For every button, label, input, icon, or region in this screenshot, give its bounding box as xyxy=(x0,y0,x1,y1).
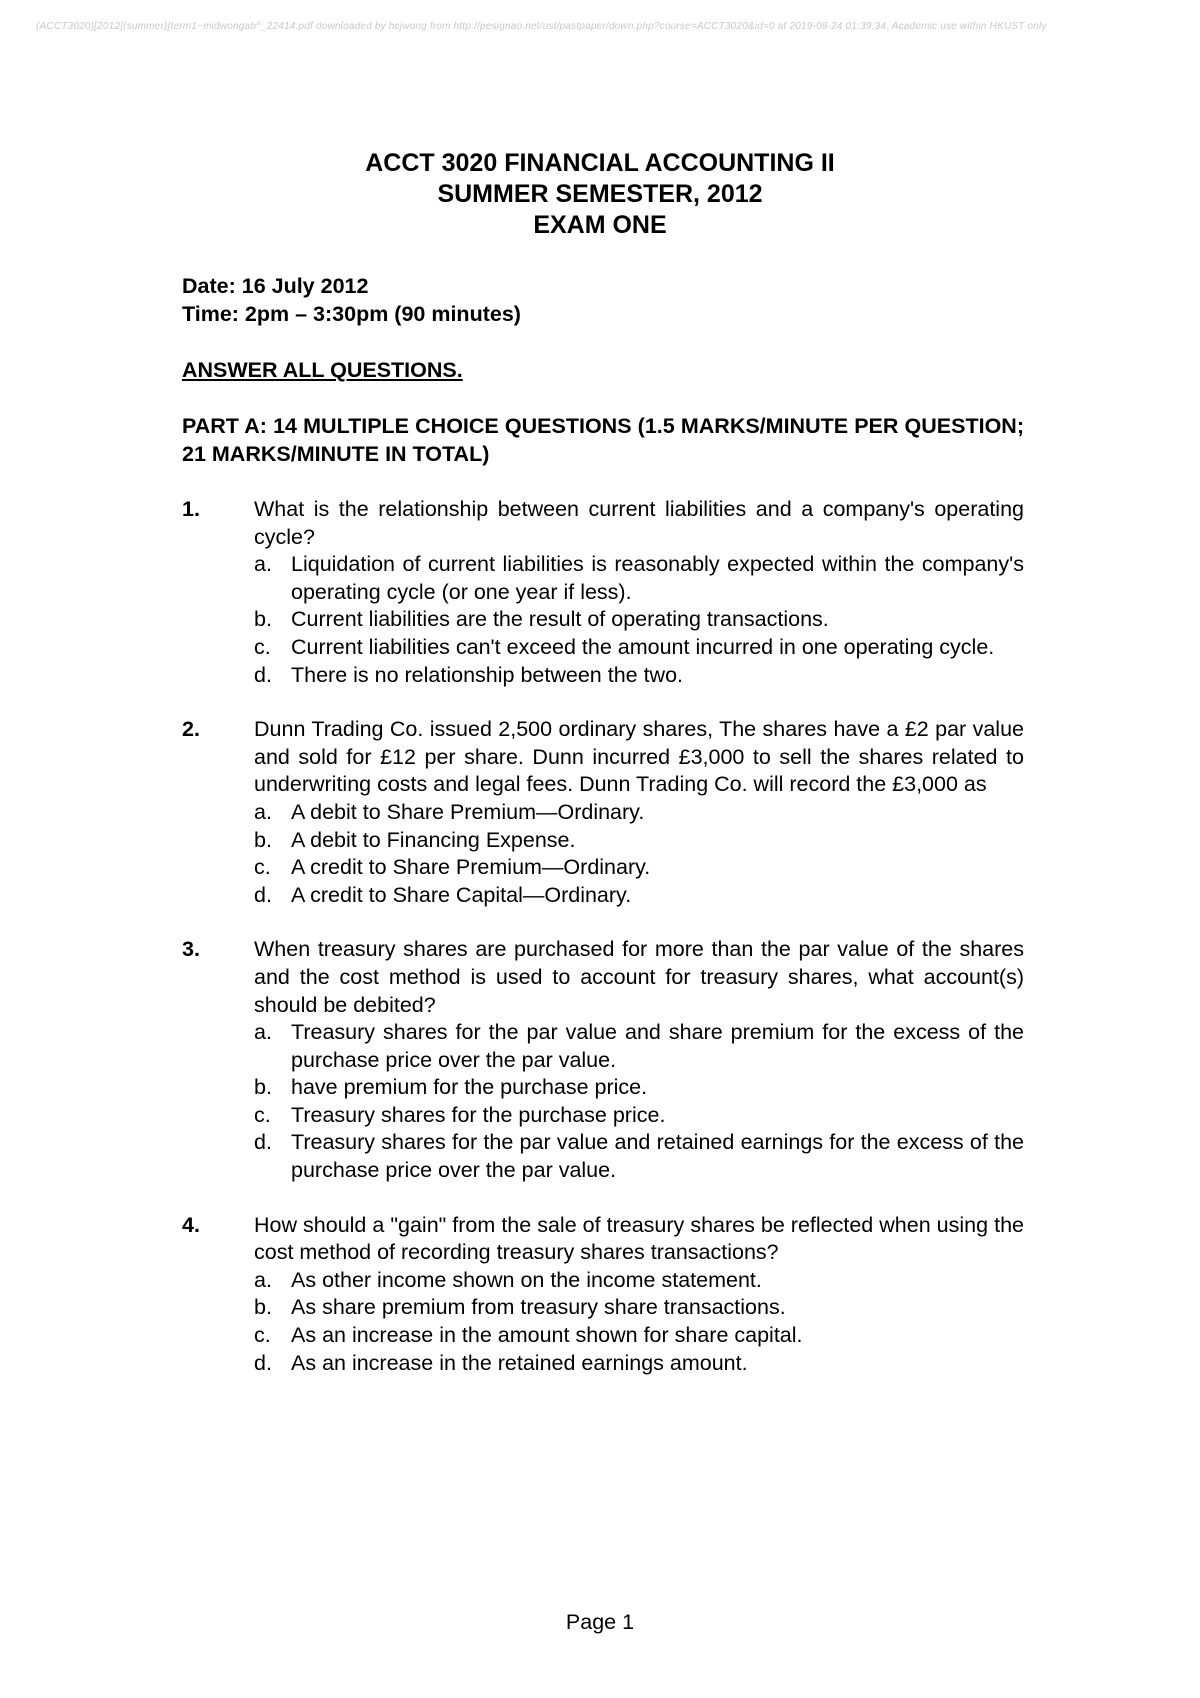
option-a xyxy=(254,1267,1024,1295)
question-number: 3. xyxy=(182,937,200,962)
question-stem: What is the relationship between current liabilities and a company's operating cycle? xyxy=(254,497,1024,549)
semester-title: SUMMER SEMESTER, 2012 xyxy=(437,180,763,208)
option-letter: c. xyxy=(254,855,271,880)
question-4 xyxy=(182,1212,1024,1378)
option-text: As an increase in the retained earnings amount. xyxy=(291,1350,748,1375)
option-list xyxy=(254,1267,1024,1377)
option-list xyxy=(254,1019,1024,1185)
option-d xyxy=(254,882,1024,910)
option-text: have premium for the purchase price. xyxy=(291,1075,648,1100)
option-b xyxy=(254,606,1024,634)
option-text: As other income shown on the income statement. xyxy=(291,1267,762,1292)
option-letter: a. xyxy=(254,799,272,824)
option-d xyxy=(254,1350,1024,1378)
question-stem: How should a "gain" from the sale of treasury shares be reflected when using the cost method of recording treasury shares transactions? xyxy=(254,1212,1024,1265)
option-c xyxy=(254,1322,1024,1350)
option-text: A credit to Share Premium—Ordinary. xyxy=(291,855,651,880)
option-text: A credit to Share Capital—Ordinary. xyxy=(291,882,632,907)
option-letter: a. xyxy=(254,1267,272,1292)
option-b xyxy=(254,1294,1024,1322)
instruction: ANSWER ALL QUESTIONS. xyxy=(182,358,463,382)
option-text: Current liabilities can't exceed the amount incurred in one operating cycle. xyxy=(291,634,995,659)
option-letter: b. xyxy=(254,827,272,852)
question-1 xyxy=(182,496,1024,689)
question-list xyxy=(182,496,1024,1404)
option-text: Treasury shares for the par value and share premium for the excess of the purchase price over the par value. xyxy=(291,1020,1024,1072)
question-stem: Dunn Trading Co. issued 2,500 ordinary shares, The shares have a £2 par value and sold for £12 per share. Dunn incurred £3,000 to sell the shares related to underwriting costs and legal fees. Dunn Trading Co. will record the £3,000 as xyxy=(254,717,1024,797)
option-a xyxy=(254,1019,1024,1074)
option-b xyxy=(254,827,1024,855)
question-3 xyxy=(182,936,1024,1184)
option-letter: d. xyxy=(254,882,272,907)
option-letter: b. xyxy=(254,1295,272,1320)
option-c xyxy=(254,1102,1024,1130)
option-d xyxy=(254,1129,1024,1184)
option-text: As share premium from treasury share transactions. xyxy=(291,1295,786,1320)
option-c xyxy=(254,634,1024,662)
option-text: Liquidation of current liabilities is reasonably expected within the company's operating cycle (or one year if less). xyxy=(291,552,1024,604)
option-text: A debit to Share Premium—Ordinary. xyxy=(291,799,645,824)
exam-meta xyxy=(182,272,521,328)
option-text: Treasury shares for the par value and retained earnings for the excess of the purchase price over the par value. xyxy=(291,1130,1024,1183)
option-a xyxy=(254,551,1024,606)
option-letter: c. xyxy=(254,634,271,659)
option-list xyxy=(254,799,1024,909)
exam-date: Date: 16 July 2012 xyxy=(182,274,369,298)
option-text: As an increase in the amount shown for share capital. xyxy=(291,1323,803,1348)
option-list xyxy=(254,551,1024,689)
question-number: 4. xyxy=(182,1212,200,1237)
page-number: Page 1 xyxy=(565,1610,635,1634)
question-stem: When treasury shares are purchased for more than the par value of the shares and the cost method is used to account for treasury shares, what account(s) should be debited? xyxy=(254,937,1024,1017)
option-text: Current liabilities are the result of operating transactions. xyxy=(291,607,829,632)
course-title: ACCT 3020 FINANCIAL ACCOUNTING II xyxy=(365,149,835,177)
option-letter: d. xyxy=(254,1350,272,1375)
exam-title xyxy=(0,148,1200,241)
download-watermark: (ACCT3020)[2012](summer)[term1~midwongab^_22414.pdf downloaded by hcjwong from http://pesignao.net/ust/pastpaper/down.php?course=ACCT3020&id=0 at 2019-08-24 01:39:34. Academic use within HKUST only xyxy=(36,21,1047,32)
option-letter: c. xyxy=(254,1102,271,1127)
option-letter: b. xyxy=(254,607,272,632)
option-letter: d. xyxy=(254,1130,272,1155)
option-letter: d. xyxy=(254,662,272,687)
question-number: 1. xyxy=(182,497,200,521)
option-b xyxy=(254,1074,1024,1102)
part-heading: PART A: 14 MULTIPLE CHOICE QUESTIONS (1.5 MARKS/MINUTE PER QUESTION; 21 MARKS/MINUTE IN TOTAL) xyxy=(182,414,1024,466)
option-a xyxy=(254,799,1024,827)
question-2 xyxy=(182,716,1024,909)
question-number: 2. xyxy=(182,717,200,742)
option-text: Treasury shares for the purchase price. xyxy=(291,1102,666,1127)
option-c xyxy=(254,854,1024,882)
option-text: There is no relationship between the two. xyxy=(291,662,684,687)
option-letter: c. xyxy=(254,1323,271,1348)
exam-name: EXAM ONE xyxy=(533,211,667,239)
option-letter: a. xyxy=(254,1020,272,1045)
option-letter: a. xyxy=(254,552,272,577)
option-letter: b. xyxy=(254,1075,272,1100)
option-d xyxy=(254,662,1024,690)
exam-time: Time: 2pm – 3:30pm (90 minutes) xyxy=(182,302,521,326)
option-text: A debit to Financing Expense. xyxy=(291,827,576,852)
